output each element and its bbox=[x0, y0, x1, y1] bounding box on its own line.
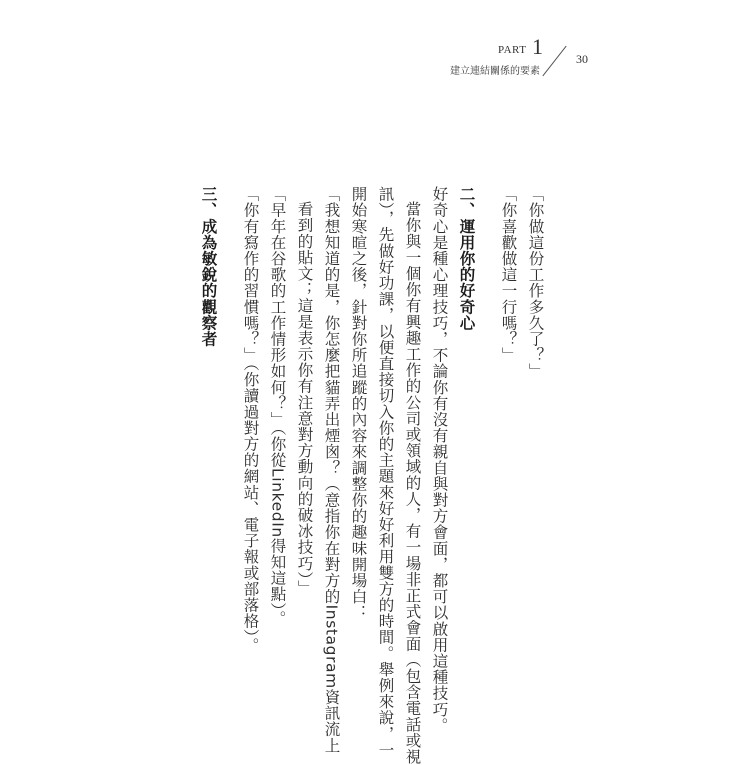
section-heading: 二、運用你的好奇心 bbox=[457, 186, 476, 331]
section-heading: 三、成為敏銳的觀察者 bbox=[199, 186, 218, 347]
part-label: PART bbox=[498, 44, 527, 56]
paragraph-line: 開始寒暄之後，針對你所追蹤的內容來調整你的趣味開場白： bbox=[349, 186, 368, 621]
chapter-title: 建立連結關係的要素 bbox=[450, 66, 540, 77]
paragraph-line: 訊），先做好功課，以便直接切入你的主題來好好利用雙方的時間。舉例來說，一 bbox=[376, 186, 395, 758]
quote-line: 「你有寫作的習慣嗎？」（你讀過對方的網站、電子報或部落格）。 bbox=[241, 186, 260, 654]
part-number: 1 bbox=[532, 34, 543, 59]
running-header bbox=[450, 34, 620, 80]
quote-line: 看到的貼文；這是表示你有注意對方動向的破冰技巧）」 bbox=[295, 201, 314, 596]
quote-line: 「早年在谷歌的工作情形如何？」（你從LinkedIn得知這點）。 bbox=[268, 186, 287, 627]
page-number: 30 bbox=[576, 52, 588, 66]
header-divider bbox=[542, 46, 566, 77]
paragraph-line: 當你與一個你有興趣工作的公司或領域的人，有一場非正式會面（包含電話或視 bbox=[403, 201, 422, 765]
quote-line: 「你做這份工作多久了？」 bbox=[526, 186, 545, 380]
quote-line: 「我想知道的是，你怎麼把貓弄出煙囪？（意指你在對方的Instagram資訊流上 bbox=[322, 186, 341, 754]
quote-line: 「你喜歡做這一行嗎？」 bbox=[499, 186, 518, 364]
paragraph-line: 好奇心是種心理技巧，不論你有沒有親自與對方會面，都可以啟用這種技巧。 bbox=[430, 186, 449, 734]
